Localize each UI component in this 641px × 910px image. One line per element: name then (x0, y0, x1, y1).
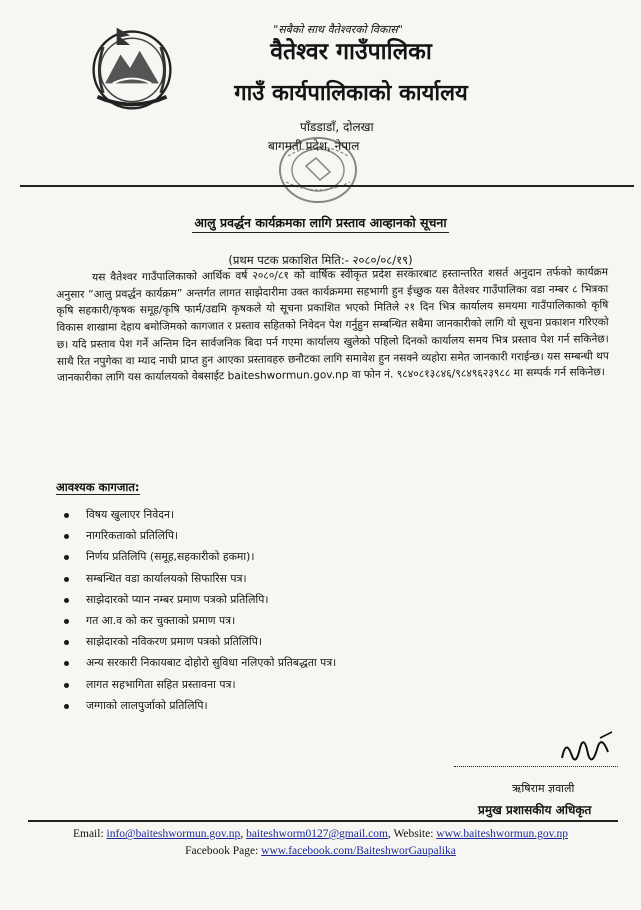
signature (556, 728, 616, 774)
footer (0, 826, 641, 860)
requirements-heading-text: आवश्यक कागजात: (56, 480, 140, 494)
list-item: नागरिकताको प्रतिलिपि। (60, 525, 500, 546)
header-divider (20, 185, 634, 187)
signature-line (454, 766, 618, 767)
website-link[interactable]: www.baiteshwormun.gov.np (436, 828, 568, 840)
list-item: साझेदारको नविकरण प्रमाण पत्रको प्रतिलिपि। (60, 631, 500, 652)
list-item: विषय खुलाएर निवेदन। (60, 504, 500, 525)
signatory-name: ऋषिराम ज्ञवाली (512, 782, 575, 795)
notice-title (0, 214, 641, 231)
list-item: साझेदारको प्यान नम्बर प्रमाण पत्रको प्रतिलिपि। (60, 589, 500, 610)
facebook-link[interactable]: www.facebook.com/BaiteshworGaupalika (261, 845, 456, 857)
email-separator: , (240, 828, 247, 840)
email-label: Email: (72, 828, 107, 840)
list-item: सम्बन्धित वडा कार्यालयको सिफारिस पत्र। (60, 568, 500, 589)
notice-body-paragraph: यस वैतेश्वर गाउँपालिकाको आर्थिक वर्ष २०८०/८१ को वार्षिक स्वीकृत प्रदेश सरकारबाट हस्तान्तरित शसर्त अनुदान तर्फको कार्यक्रम अनुसार “आलु प्रवर्द्धन कार्यक्रम” अन्तर्गत लागत साझेदारीमा उक्त कार्यक्रममा सहभागी हुन ईच्छुक यस वैतेश्वर गाउँपालिका वडा नम्बर ८ भित्रका कृषि सहकारी/कृषक समूह/कृषि फार्म/उद्यमि कृषकले यो सूचना प्रकाशित भएको मितिले २१ दिन भित्र कार्यालय समयमा गाउँपालिकाको कृषि विकास शाखामा देहाय बमोजिमको कागजात र प्रस्ताव सहितको निवेदन पेश गर्नुहुन सम्बन्धित सबैमा जानकारीको लागि यो सूचना प्रकाशन गरिएको छ। यदि प्रस्ताव पेश गर्ने अन्तिम दिन सार्वजनिक बिदा पर्न गएमा कार्यालय खुलेको पहिलो दिनको कार्यालय समय भित्र प्रस्ताव पेश गर्न सकिनेछ। साथै रित नपुगेका वा म्याद नाघी प्राप्त हुन आएका प्रस्तावहरु छनौटका लागि समावेश हुन नसक्ने व्यहोरा समेत जानकारी गराईन्छ। यस सम्बन्धी थप जानकारीका लागि यस कार्यालयको वेबसाईट baiteshwormun.gov.np वा फोन नं. ९८४०८१३८४६/९८४९६२३९८८ मा सम्पर्क गर्न सकिनेछ। (56, 266, 609, 385)
org-subtitle: गाउँ कार्यपालिकाको कार्यालय (234, 81, 468, 106)
email-link-primary[interactable]: info@baiteshwormun.gov.np (106, 828, 241, 840)
footer-contact-line (0, 826, 641, 843)
website-label: , Website: (387, 828, 437, 840)
footer-divider (28, 820, 618, 822)
address-line-2: बागमती प्रदेश, नेपाल (268, 139, 360, 153)
list-item: अन्य सरकारी निकायबाट दोहोरो सुविधा नलिएको प्रतिबद्धता पत्र। (60, 652, 500, 673)
facebook-label: Facebook Page: (185, 845, 262, 857)
address-line-1: पाँडडाडाँ, दोलखा (300, 120, 374, 134)
notice-date-text: (प्रथम पटक प्रकाशित मिति:- २०८०/०८/१९) (228, 253, 413, 267)
notice-title-text: आलु प्रवर्द्धन कार्यक्रमका लागि प्रस्ताव आव्हानको सूचना (192, 215, 448, 233)
signatory-post: प्रमुख प्रशासकीय अधिकृत (478, 803, 592, 817)
slogan: "सबैको साथ वैतेश्वरको विकास" (273, 23, 403, 36)
list-item: लागत सहभागिता सहित प्रस्तावना पत्र। (60, 674, 500, 695)
notice-body (56, 264, 609, 387)
office-seal-icon (276, 132, 360, 206)
email-link-secondary[interactable]: baiteshworm0127@gmail.com (246, 828, 388, 840)
requirements-list (60, 504, 500, 716)
list-item: जग्गाको लालपुर्जाको प्रतिलिपि। (60, 695, 500, 716)
org-title: वैतेश्वर गाउँपालिका (270, 39, 432, 65)
list-item: निर्णय प्रतिलिपि (समूह,सहकारीको हकमा)। (60, 546, 500, 567)
list-item: गत आ.व को कर चुक्ताको प्रमाण पत्र। (60, 610, 500, 631)
footer-facebook-line (0, 843, 641, 860)
requirements-heading (56, 480, 140, 495)
nepal-emblem-icon (84, 20, 180, 116)
